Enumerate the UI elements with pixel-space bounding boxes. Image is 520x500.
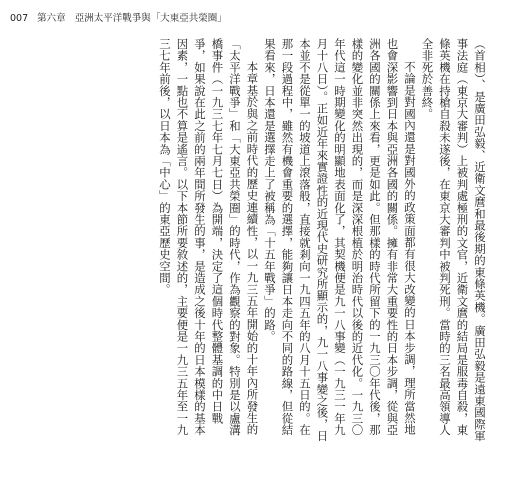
body-text: [120, 38, 488, 442]
chapter-label: 第六章: [37, 13, 66, 24]
paragraph: （首相）、是廣田弘毅、近衛文麿和最後期的東條英機。廣田弘毅是遠東國際軍事法庭（東京大審判）上被判處極刑的文官，近衛文麿的結局是服毒自殺，東條英機在持槍自殺未遂後，在東京大審判中被判死刑。當時的三名最高領導人全非死於善終。: [420, 38, 487, 442]
paragraph: 本章基於與之前時代的歷史連續性，以一九三五年開始的十年內所發生的「太平洋戰爭」和「大東亞共榮圈」的時代，作為觀察的對象。特別是以盧溝橋事件（一九三七年七月七日）為開端，決定了這個時代整體基調的中日戰爭，如果說在此之前的兩年間所發生的事，是造成之後十年的日本模樣的基本因素，一點也不算是遙言。以下本節所要敘述的，主要便是一九三五年至一九三七年前後，以日本為「中心」的東亞歷史空間。: [158, 38, 260, 436]
chapter-title: 亞洲太平洋戰爭與「大東亞共榮圈」: [74, 13, 227, 24]
page-header: [10, 12, 510, 28]
paragraph: 不論是對國內還是對國外的政策面都有很大改變的日本步調，理所當然地也會深影響到日本與亞洲各國的關係。擁有非常大重要性的日本步調，從與亞洲各國的關係上來看，更是如此。但那樣的時代所留下的一九三〇年代後，那樣的變化並非突然出現的，而是深深根植於明治時代以後的近代化。一九三〇年代這一時期變化的明顯地表面化了，其契機便是九一八事變（一九三一年九月十八日）。正如近年來實證性的近現代史研究所顯示的，九一八事變之後，日本並不是從單一的坡道上滾落般，直接就剎向一九四五年的八月十五日的。在那一段過程中，雖然有機會重要的選擇，能夠讓日本走向不同的路線，但從結果看來，日本還是選擇走上了被稱為「十五年戰爭」的路。: [263, 38, 417, 442]
page-number: 007: [10, 13, 29, 24]
